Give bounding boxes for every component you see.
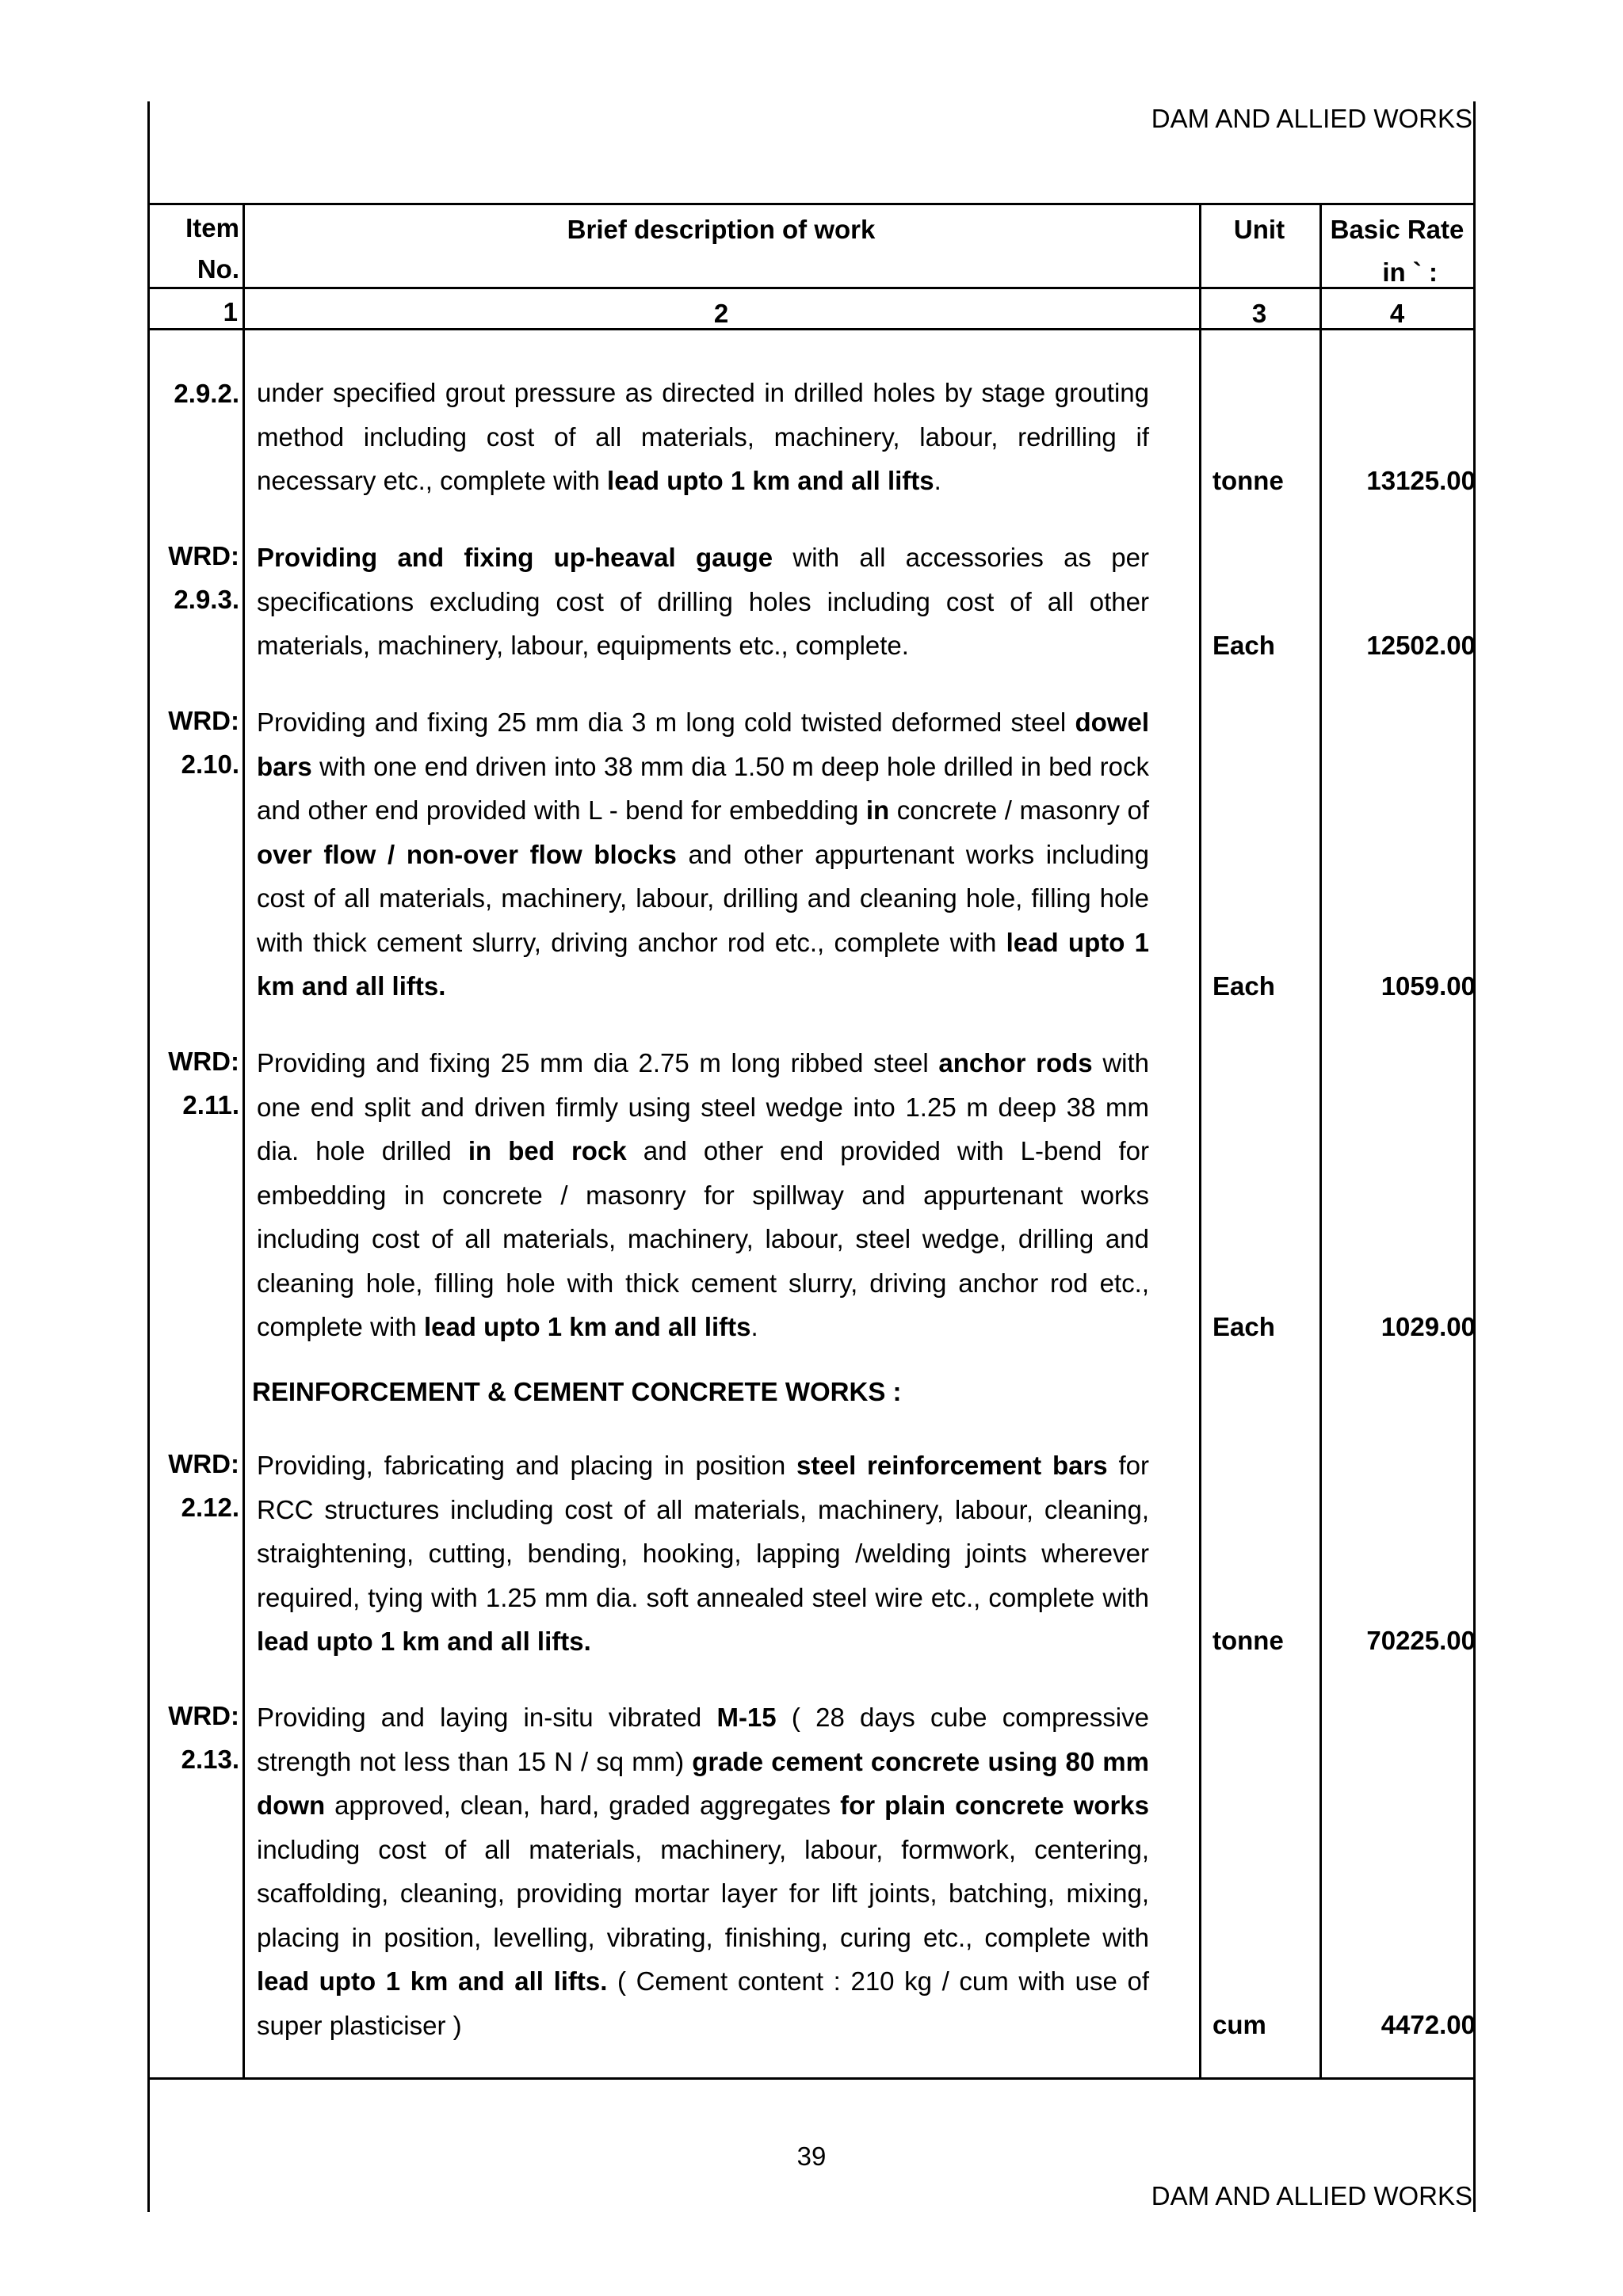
item-rate: 4472.00 (1381, 2010, 1476, 2039)
item-description (257, 700, 1149, 1009)
item-description (257, 1041, 1149, 1349)
col-header-item-line2: No. (197, 254, 239, 284)
description-text: including cost of all materials, machinery, labour, formwork, centering, scaffolding, cleaning, providing mortar layer for lift joints, batching, mixing, placing in position, levelling, vibrating, finishing, curing etc., complete with (257, 1834, 1149, 1952)
description-text: approved, clean, hard, graded aggregates (325, 1791, 841, 1820)
item-number: WRD: 2.9.3. (168, 541, 239, 614)
description-bold-text: steel reinforcement bars (796, 1451, 1108, 1480)
item-description (257, 536, 1149, 668)
description-bold-text: lead upto 1 km and all lifts (607, 466, 934, 495)
item-unit: Each (1212, 631, 1275, 660)
item-description (257, 1695, 1149, 2047)
item-rate: 1029.00 (1381, 1312, 1476, 1341)
col-header-rate-line2: in ` : (1382, 257, 1438, 287)
item-number: WRD: 2.10. (168, 706, 239, 779)
item-number: 2.9.2. (174, 379, 239, 408)
item-number: WRD: 2.11. (168, 1047, 239, 1119)
item-rate: 70225.00 (1366, 1626, 1476, 1655)
description-text: Providing and laying in-situ vibrated (257, 1703, 717, 1732)
description-text: concrete / masonry of (889, 795, 1149, 825)
item-rate: 1059.00 (1381, 971, 1476, 1001)
description-text: Providing and fixing 25 mm dia 3 m long cold twisted deformed steel (257, 707, 1075, 737)
header-bottom-rule (147, 287, 1476, 289)
col-header-item-line1: Item (185, 213, 239, 242)
item-description (257, 371, 1149, 503)
description-bold-text: anchor rods (938, 1048, 1093, 1077)
col-number-1: 1 (223, 297, 238, 326)
item-description (257, 1444, 1149, 1664)
page-number: 39 (796, 2142, 827, 2171)
description-text: ( 28 days cube compressive strength not less than 15 N / sq mm) (257, 1703, 1149, 1776)
description-bold-text: M-15 (716, 1703, 777, 1732)
item-unit: cum (1212, 2010, 1266, 2039)
description-bold-text: lead upto 1 km and all lifts. (257, 1966, 608, 1996)
col-number-4: 4 (1389, 299, 1405, 328)
header-top-rule (147, 203, 1476, 205)
description-bold-text: in (865, 795, 890, 825)
item-unit: tonne (1212, 466, 1284, 495)
description-text: . (934, 466, 941, 495)
page-right-border (1473, 101, 1476, 2212)
item-unit: Each (1212, 971, 1275, 1001)
col-number-2: 2 (713, 299, 729, 328)
description-bold-text: over flow / non-over flow blocks (257, 839, 677, 869)
description-bold-text: lead upto 1 km and all lifts. (257, 1627, 591, 1656)
item-unit: Each (1212, 1312, 1275, 1341)
description-bold-text: dowel bars (257, 707, 1149, 781)
running-footer: DAM AND ALLIED WORKS (1151, 2181, 1472, 2210)
section-heading: REINFORCEMENT & CEMENT CONCRETE WORKS : (252, 1377, 902, 1406)
description-text: . (750, 1312, 758, 1341)
description-text: Providing, fabricating and placing in position (257, 1451, 797, 1480)
col-divider-1 (242, 204, 245, 2079)
item-unit: tonne (1212, 1626, 1284, 1655)
description-text: Providing and fixing 25 mm dia 2.75 m long ribbed steel (257, 1048, 939, 1077)
description-text: with one end driven into 38 mm dia 1.50 m deep hole drilled in bed rock and other end provided with L - bend for embedding (257, 751, 1149, 825)
description-text: for RCC structures including cost of all materials, machinery, labour, cleaning, straightening, cutting, bending, hooking, lapping /welding joints wherever required, tying with 1.25 mm dia. soft annealed steel wire etc., complete with (257, 1451, 1149, 1612)
col-divider-2 (1199, 204, 1201, 2079)
description-text: with one end split and driven firmly using steel wedge into 1.25 m deep 38 mm dia. hole drilled (257, 1048, 1150, 1165)
description-bold-text: lead upto 1 km and all lifts. (257, 927, 1149, 1001)
item-rate: 12502.00 (1366, 631, 1476, 660)
col-number-3: 3 (1251, 299, 1267, 328)
description-text: and other end provided with L-bend for embedding in concrete / masonry for spillway and appurtenant works including cost of all materials, machinery, labour, steel wedge, drilling and cleaning hole, filling hole with thick cement slurry, driving anchor rod etc., complete with (257, 1136, 1149, 1341)
running-header: DAM AND ALLIED WORKS (1151, 104, 1472, 133)
description-text: with all accessories as per specifications excluding cost of drilling holes including cost of all other materials, machinery, labour, equipments etc., complete. (257, 543, 1150, 660)
col-header-description: Brief description of work (567, 215, 876, 244)
description-bold-text: in bed rock (468, 1136, 627, 1165)
description-bold-text: lead upto 1 km and all lifts (423, 1312, 751, 1341)
description-text: ( Cement content : 210 kg / cum with use of super plasticiser ) (257, 1966, 1149, 2040)
col-header-rate-line1: Basic Rate (1330, 215, 1465, 244)
description-text: under specified grout pressure as directed in drilled holes by stage grouting method including cost of all materials, machinery, labour, redrilling if necessary etc., complete with (257, 378, 1149, 495)
table-bottom-rule (147, 2077, 1476, 2080)
col-divider-3 (1319, 204, 1322, 2079)
description-bold-text: Providing and fixing up-heaval gauge (257, 543, 773, 572)
item-number: WRD: 2.12. (168, 1449, 239, 1522)
description-text: and other appurtenant works including cost of all materials, machinery, labour, drilling and cleaning hole, filling hole with thick cement slurry, driving anchor rod etc., complete with (257, 839, 1149, 957)
item-number: WRD: 2.13. (168, 1701, 239, 1774)
col-header-unit: Unit (1233, 215, 1285, 244)
description-bold-text: for plain concrete works (840, 1791, 1149, 1820)
description-bold-text: grade cement concrete using 80 mm down (257, 1746, 1149, 1820)
page-left-border (147, 101, 150, 2212)
item-rate: 13125.00 (1366, 466, 1476, 495)
